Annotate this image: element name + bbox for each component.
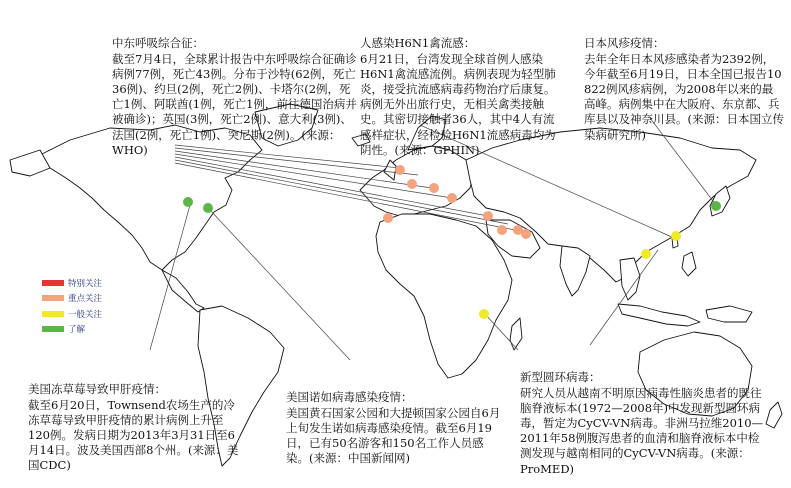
new-guinea-landmass — [706, 306, 752, 322]
legend-swatch — [42, 311, 64, 317]
marker-taiwan — [671, 231, 681, 241]
h6n1-note — [360, 6, 558, 188]
h6n1-body: 6月21日，台湾发现全球首例人感染H6N1禽流感流例。病例表现为轻型肺炎，接受抗流感病毒药物治疗后康复。病例无外出旅行史，无相关禽类接触史。其密切接触者36人，其中4人有流感样症状，经检验H6N1流感病毒均为阴性。(来源：GPHIN) — [360, 51, 556, 157]
marker-jordan — [483, 211, 493, 221]
legend-label: 特别关注 — [68, 278, 103, 289]
mers-title: 中东呼吸综合征： — [112, 36, 204, 51]
norovirus-body: 美国黄石国家公园和大提顿国家公园自6月上旬发生诺如病毒感染疫情。截至6月19日，已有50名游客和150名工作人员感染。(来源：中国新闻网) — [286, 405, 501, 466]
legend-item — [42, 291, 102, 307]
india-landmass — [560, 246, 590, 296]
marker-saudi — [497, 225, 507, 235]
legend-swatch — [42, 295, 64, 301]
legend-label: 了解 — [68, 325, 86, 336]
marker-italy — [447, 193, 457, 203]
marker-us-hepatitis — [183, 197, 193, 207]
hepatitis-body: 截至6月20日，Townsend农场生产的冷冻草莓导致甲肝疫情的累计病例上升至120例。发病日期为2013年3月31日至6月14日。波及美国西部8个州。(来源：美国CDC) — [28, 397, 239, 473]
mers-body: 截至7月4日，全球累计报告中东呼吸综合征确诊病例77例，死亡43例。分布于沙特(62例，死亡36例)、约旦(2例，死亡2例)、卡塔尔(2例，死亡1例、阿联酋(1例，死亡1例，前往德国治病并被确诊)；英国(3例，死亡2例)、意大利(3例)、法国(2例，死亡1例)、突尼斯(2例)。(来源：WHO) — [112, 51, 357, 157]
rubella-note — [584, 6, 784, 173]
legend-label: 重点关注 — [68, 294, 103, 305]
marker-malawi — [479, 309, 489, 319]
circovirus-title: 新型圆环病毒： — [520, 370, 601, 385]
h6n1-title: 人感染H6N1禽流感： — [360, 36, 476, 51]
legend-swatch — [42, 280, 64, 286]
legend-item — [42, 275, 102, 291]
legend-label: 一般关注 — [68, 309, 103, 320]
legend-item — [42, 306, 102, 322]
marker-japan — [711, 201, 721, 211]
circovirus-body: 研究人员从越南不明原因病毒性脑炎患者的既往脑脊液标本(1972—2008年)中发现新型圆环病毒，暂定为CyCV-VN病毒。非洲马拉维2010—2011年58例腹泻患者的血清和脑脊液标本中检测发现与越南相同的CyCV-VN病毒。(来源：ProMED) — [520, 385, 764, 476]
legend-swatch — [42, 326, 64, 332]
marker-uae — [521, 229, 531, 239]
marker-us-norovirus — [203, 203, 213, 213]
legend — [42, 275, 102, 337]
hepatitis-note — [28, 352, 242, 488]
philippines-landmass — [682, 252, 696, 276]
marker-vietnam — [641, 249, 651, 259]
hepatitis-title: 美国冻草莓导致甲肝疫情： — [28, 382, 166, 397]
norovirus-note — [286, 360, 502, 488]
marker-tunisia — [383, 213, 393, 223]
rubella-title: 日本风疹疫情： — [584, 36, 665, 51]
circovirus-note — [520, 340, 770, 488]
norovirus-title: 美国诺如病毒感染疫情： — [286, 390, 413, 405]
legend-item — [42, 322, 102, 338]
indonesia-landmass — [618, 304, 700, 326]
mers-note — [112, 6, 362, 188]
central-america-landmass — [162, 270, 204, 312]
rubella-body: 去年全年日本风疹感染者为2392例，今年截至6月19日，日本全国已报告10 822例风疹病例，为2008年以来的最高峰。病例集中在大阪府、东京都、兵库县以及神奈川县。(来源：日本国立传染病研究所) — [584, 51, 786, 142]
